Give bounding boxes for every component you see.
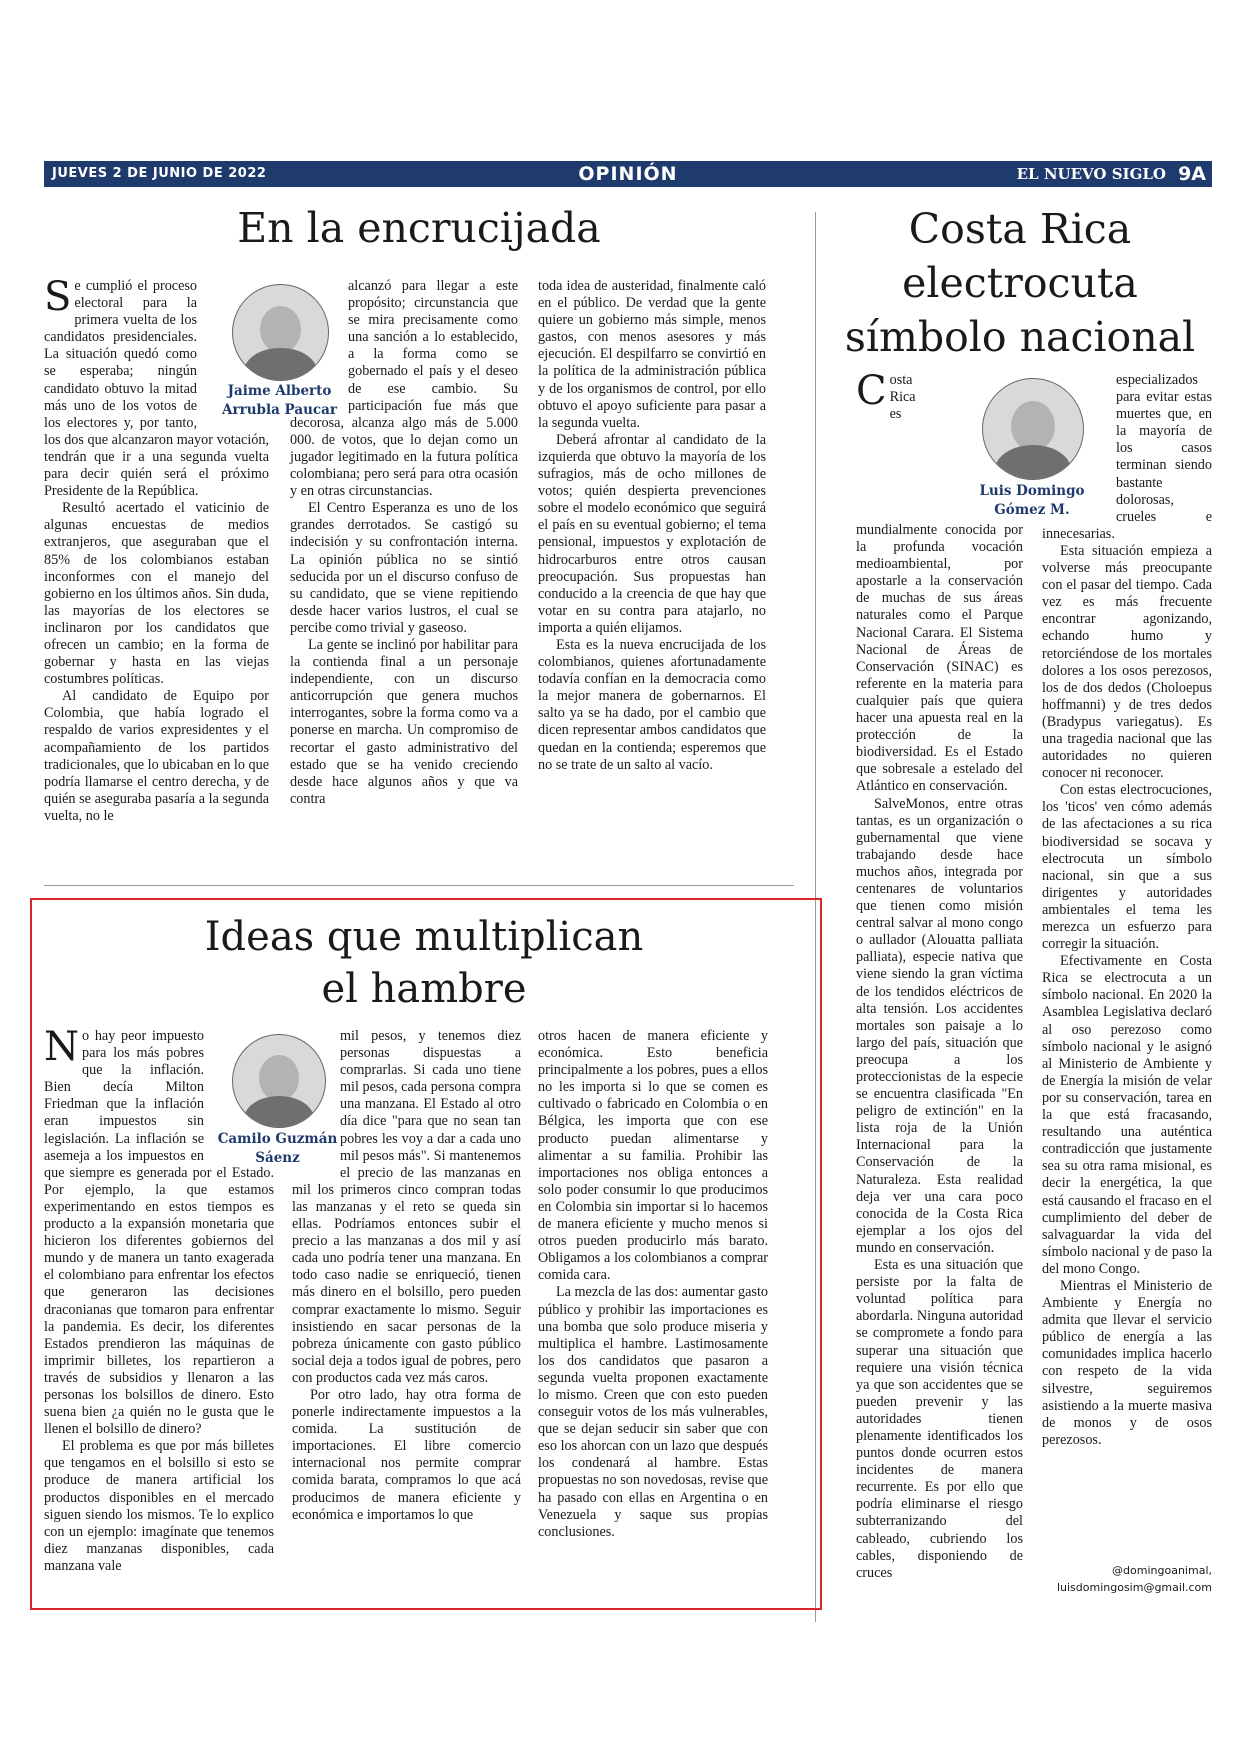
article-paragraph: alcanzó para llegar a este propósito; circunstancia que se mira precisamente como una sanción a lo establecido, a la forma como se gobernado el país y el deseo de ese cambio. Su participación fue más que decorosa, alcanza algo más de 5.000 000. de votos, que lo dejan como un jugador legitimado en la futura política colombiana; pero será para otra ocasión y en otras circunstancias. [290,278,518,500]
article-divider-horizontal [44,885,794,886]
article3-byline: Luis Domingo Gómez M. [979,483,1085,518]
article-paragraph: Esta situación empieza a volverse más preocupante con el pasar del tiempo. Cada vez es más frecuente encontrar agonizando, echando humo y retorciéndose de los mortales dolores a los osos perezosos, los de dos dedos (Choloepus hoffmanni) y de tres dedos (Bradypus variegatus). Es una tragedia nacional que las autoridades no quieren conocer ni reconocer. [1042,542,1212,782]
photo-spacer [1042,372,1116,512]
article-paragraph: El Centro Esperanza es uno de los grandes derrotados. Se castigó su indecisión y su confrontación interna. La opinión pública no se sintió seducida por un el discurso confuso de su candidato, que se viene repitiendo desde hacer varios lustros, el cual se percibe como trivial y gaseoso. [290,500,518,636]
author-handle: @domingoanimal, [1112,1564,1212,1577]
article2-byline: Camilo Guzmán Sáenz [217,1131,338,1166]
article-paragraph: Costa Rica es mundialmente conocida por la profunda vocación medioambiental, por apostarle a la conservación de muchas de sus áreas naturales como el Parque Nacional Carara. El Sistema Nacional de Áreas de Conservación (SINAC) es referente en la materia para cualquier país que quiera hacer una apuesta real en la protección de la biodiversidad. Es el Estado que sobresale a estelado del Atlántico en conservación. [856,368,1023,795]
article-paragraph: Resultó acertado el vaticinio de algunas encuestas de medios extranjeros, que aseguraban que el 85% de los colombianos estaban inconformes con el manejo del gobierno en los últimos años. Sin duda, las mayorías de los electores se inclinaron por los candidatos que ofrecen un cambio; en la forma de gobernar y hasta en las viejas costumbres políticas. [44,500,269,688]
article-paragraph: toda idea de austeridad, finalmente caló en el público. De verdad que la gente quiere un gobierno más simple, menos gastos, con menos asesores y más ejecución. El despilfarro se convirtió en la política de la administración pública y de los organismos de control, por ello obtuvo el apoyo suficiente para pasar a la segunda vuelta. [538,278,766,431]
article-paragraph: otros hacen de manera eficiente y económica. Esto beneficia principalmente a los pobres, pues a ellos no les importa si lo que se comen es cultivado o fabricado en Colombia o en Bélgica, les importa que con ese producto puedan alimentarse y alimentar a su familia. Prohibir las importaciones nos obliga entonces a solo poder consumir lo que producimos en Colombia sin importar si lo hacemos de manera eficiente y mucho menos si otros pueden producirlo más barato. Obligamos a los colombianos a comprar comida cara. [538,1028,768,1284]
article1-column-1 [44,274,269,825]
article2-title-line1: Ideas que multiplican [204,914,644,960]
article2-column-1 [44,1024,274,1575]
drop-cap: C [856,368,887,414]
article-paragraph: Esta es una situación que persiste por la falta de voluntad política para abordarla. Ninguna autoridad se compromete a fondo para superar una situación que requiere una visión técnica ya que son accidentes que se pueden prevenir y las autoridades tienen plenamente identificados los puntos donde ocurren estos incidentes de manera recurrente. Es por ello que podría eliminarse el riesgo subterranizando del cableado, cubriendo los cables, disponiendo de cruces [856,1257,1023,1581]
article-paragraph: No hay peor impuesto para los más pobres que la inflación. Bien decía Milton Friedman que la inflación eran impuestos sin legislación. La inflación se asemeja a los impuestos en que siempre es generada por el Estado. Por ejemplo, la que estamos experimentando en estos tiempos es producto a la expansión monetaria que hicieron los diferentes gobiernos del mundo y de manera un tanto exagerada el colombiano para enfrentar los efectos que generaron las decisiones draconianas que tomaron para enfrentar la pandemia. Es decir, los diferentes Estados prendieron las máquinas de imprimir billetes, los repartieron a través de subsidios y llenaron a las personas los bolsillos de dinero. Esto suena bien ¿a quién no le gusta que le llenen el bolsillo de dinero? [44,1024,274,1438]
drop-cap: S [44,274,72,320]
author-contact [1040,1562,1212,1596]
article-paragraph: SalveMonos, entre otras tantas, es un organización o gubernamental que viene trabajando desde hace muchos años, integrada por centenares de voluntarios que tienen como misión central salvar al mono congo o aullador (Alouatta palliata palliata), especie nativa que viene siendo la gran víctima de los tendidos eléctricos de alta tensión. Los accidentes mortales son paisaje a lo largo del país, situación que preocupa a los proteccionistas de la especie se encuentra clasificada "En peligro de extinción" en la lista roja de la Unión Internacional para la Conservación de la Naturaleza. Esta realidad deja ver una cara poco conocida de la Costa Rica ejemplar a los ojos del mundo en conservación. [856,795,1023,1256]
article-paragraph: Con estas electrocuciones, los 'ticos' ven cómo además de las afectaciones a su rica biodiversidad se socava y electrocuta un símbolo nacional, sin que a sus dirigentes y autoridades ambientales el tema les merezca un esfuerzo para corregir la situación. [1042,782,1212,953]
article3-title-line2: electrocuta [902,259,1138,307]
article-paragraph: El problema es que por más billetes que tengamos en el bolsillo si esto se produce de manera artificial los productos disponibles en el mercado siguen siendo los mismos. Te lo explico con un ejemplo: imagínate que tenemos diez manzanas disponibles, cada manzana vale [44,1438,274,1574]
author-email[interactable]: luisdomingosim@gmail.com [1056,1581,1212,1594]
article1-column-3 [538,278,766,774]
article1-column-2 [290,278,518,808]
photo-spacer [290,278,348,403]
article-paragraph: La mezcla de las dos: aumentar gasto público y prohibir las importaciones es una bomba que solo produce miseria y multiplica el hambre. Lastimosamente los dos candidatos que pasaron a segunda vuelta proponen exactamente lo mismo. Creen que con esto pueden conseguir votos de los más vulnerables, que se dejan seducir sin saber que con eso los ahorcan con un lazo que después los condenará al hambre. Estas propuestas no son novedosas, revise que ha pasado con ellas en Argentina o en Venezuela y saque sus propias conclusiones. [538,1284,768,1540]
page-number: 9A [1178,163,1206,185]
article-paragraph: Esta es la nueva encrucijada de los colombianos, quienes afortunadamente todavía confían en la democracia como la mejor manera de gobernarnos. El salto ya se ha dado, por el cambio que dicen representar ambos candidatos que quedan en la contienda; esperemos que no se trate de un salto al vacío. [538,636,766,773]
article3-title-line1: Costa Rica [908,205,1132,253]
article3-column-1 [856,368,1023,1582]
article2-column-2 [292,1028,521,1524]
article1-byline: Jaime Alberto Arrubla Paucar [222,383,337,418]
article1-title: En la encrucijada [237,204,601,252]
article-paragraph: especializados para evitar estas muertes que, en la mayoría de los casos terminan siendo bastante dolorosas, crueles e innecesarias. [1042,372,1212,542]
article3-column-2 [1042,372,1212,1449]
newspaper-name: EL NUEVO SIGLO [1016,165,1166,183]
article-paragraph: mil pesos, y tenemos diez personas dispuestas a comprarlas. Si cada uno tiene mil pesos, cada persona compra una manzana. El Estado al otro día dice "para que no sean tan pobres les voy a dar a cada uno mil pesos más". Si mantenemos el precio de las manzanas en mil los primeros cinco compran todas las manzanas y el reto se queda sin ellas. Podríamos entonces subir el precio a las manzanas a dos mil y así cada uno podría tener una manzana. En todo caso nadie se enriqueció, tienen más dinero en el bolsillo, pero pueden comprar exactamente lo mismo. Seguir insistiendo en sacar personas de la pobreza únicamente con gasto público social deja a todos igual de pobres, pero con productos cada vez más caros. [292,1028,521,1386]
article-paragraph: Se cumplió el proceso electoral para la primera vuelta de los candidatos presidenciales. La situación quedó como se esperaba; ningún candidato obtuvo la mitad más uno de los votos de los electores y, por tanto, los dos que alcanzaron mayor votación, tendrán que ir a una segunda vuelta para decir quién será el próximo Presidente de la República. [44,274,269,500]
article-paragraph: Deberá afrontar al candidato de la izquierda que obtuvo la mayoría de los sufragios, más de ocho millones de votos; quién despierta prevenciones sobre el modelo económico que seguirá el país en su eventual gobierno; el tema pensional, impuestos y explotación de hidrocarburos entre otros causan preocupación. Sus propuestas han conducido a la creencia de que hay que votar en su contra para atajarlo, no importa a quién elijamos. [538,431,766,636]
article-paragraph: Efectivamente en Costa Rica se electrocuta a un símbolo nacional. En 2020 la Asamblea Legislativa declaró al oso perezoso como símbolo nacional y le asignó al Ministerio de Ambiente y de Energía la misión de velar por su conservación, tarea en la que está fracasando, resultando una auténtica contradicción que justamente sea su otra rama misional, es decir la energética, la que está causando el fracaso en el cumplimiento del deber de salvaguardar la vida del símbolo nacional y de paso la del mono Congo. [1042,953,1212,1277]
photo-spacer [292,1028,340,1178]
section-title: OPINIÓN [578,163,678,185]
drop-cap: N [44,1024,79,1070]
article2-column-3 [538,1028,768,1541]
article-paragraph: Mientras el Ministerio de Ambiente y Energía no admita que llevar el servicio público de energía a las comunidades implica hacerlo con respeto de la vida silvestre, seguiremos asistiendo a la muerte masiva de monos y de osos perezosos. [1042,1277,1212,1448]
article-paragraph: Al candidato de Equipo por Colombia, que había logrado el respaldo de varios expresidentes y el acompañamiento de los partidos tradicionales, que lo ubicaban en lo que podría llamarse el centro derecha, y de quién se aseguraba pasaría a la segunda vuelta, no le [44,688,269,824]
page-header-bar [44,161,1212,187]
article2-title-line2: el hambre [321,966,527,1012]
article3-title-line3: símbolo nacional [844,313,1196,361]
edition-date: JUEVES 2 DE JUNIO DE 2022 [52,166,267,181]
article-paragraph: Por otro lado, hay otra forma de ponerle indirectamente impuestos a la comida. La sustitución de importaciones. El libre comercio internacional nos permite comprar comida barata, compramos lo que acá producimos de manera eficiente y económica e importamos lo que [292,1386,521,1523]
article-paragraph: La gente se inclinó por habilitar para la contienda final a un personaje independiente, con un discurso anticorrupción que genera muchos interrogantes, sobre la forma como va a ponerse en marcha. Un compromiso de recortar el gasto administrativo del estado que se ha venido creciendo desde hace algunos años y que va contra [290,636,518,807]
